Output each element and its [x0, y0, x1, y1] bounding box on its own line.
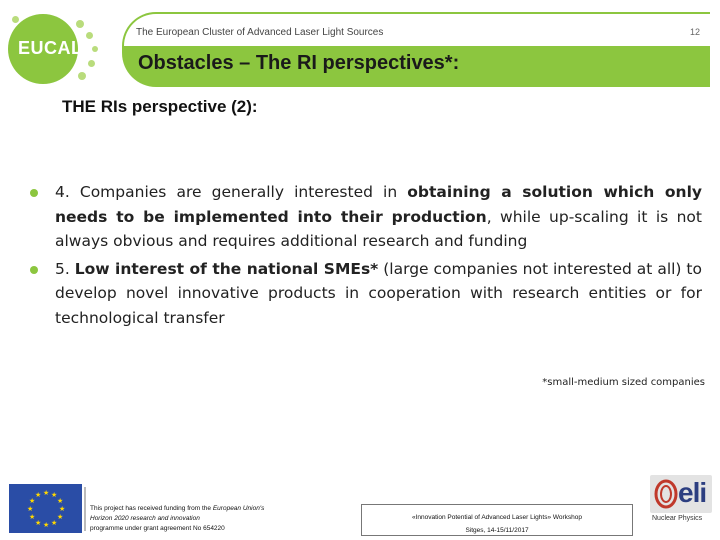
workshop-title: «Innovation Potential of Advanced Laser Lights» Workshop — [411, 514, 583, 521]
bullet-dot-icon — [30, 266, 38, 274]
bullet-text: 5. — [55, 259, 75, 278]
bullet-dot-icon — [30, 189, 38, 197]
star-icon: ★ — [35, 491, 42, 499]
workshop-place: Sitges, 14-15/11/2017 — [465, 527, 529, 534]
logo-text: EUCALL — [18, 38, 94, 58]
logo-dot — [88, 60, 95, 67]
star-icon: ★ — [35, 519, 42, 527]
funding-text: programme under grant agreement No 654220 — [90, 525, 225, 532]
star-icon: ★ — [27, 505, 34, 513]
eli-caption: Nuclear Physics — [652, 515, 703, 522]
star-icon: ★ — [51, 491, 58, 499]
star-icon: ★ — [29, 513, 36, 521]
bullet-text: (large companies not interested at all) to develop novel innovative products in cooperation with research entities or for technological transfer — [55, 259, 702, 327]
funding-text-italic: European Union's Horizon 2020 research and innovation — [90, 505, 265, 522]
eli-logo-text: eli — [678, 477, 707, 508]
star-icon: ★ — [57, 513, 64, 521]
logo-dot — [76, 20, 84, 28]
section-heading: THE RIs perspective (2): — [62, 97, 258, 116]
logo-dot — [78, 72, 86, 80]
star-icon: ★ — [29, 497, 36, 505]
star-icon: ★ — [51, 519, 58, 527]
eu-flag-icon — [9, 484, 82, 533]
workshop-box — [361, 504, 633, 536]
bullet-text: , while up-scaling it is not always obvious and requires additional research and funding — [55, 207, 702, 250]
header-subtitle: The European Cluster of Advanced Laser Light Sources — [136, 27, 384, 38]
page-number: 12 — [690, 27, 701, 37]
bullet-text: 4. Companies are generally interested in — [55, 183, 408, 201]
bullet-item — [30, 257, 702, 331]
funding-text: This project has received funding from the — [90, 505, 213, 512]
footnote: *small-medium sized companies — [542, 377, 705, 388]
funding-statement — [90, 504, 272, 534]
eli-emblem-icon — [654, 479, 678, 509]
star-icon: ★ — [57, 497, 64, 505]
footer-divider — [84, 487, 86, 531]
star-icon: ★ — [43, 521, 50, 529]
bullet-text-bold: Low interest of the national SMEs* — [74, 259, 379, 278]
eucall-logo — [8, 14, 104, 84]
bullet-item — [30, 180, 702, 254]
logo-dot — [12, 16, 19, 23]
bullet-list — [30, 180, 702, 333]
bullet-text-bold: obtaining a solution which only needs to be implemented into their production — [55, 183, 702, 226]
eli-np-logo — [650, 475, 712, 533]
star-icon: ★ — [43, 489, 50, 497]
star-icon: ★ — [59, 505, 66, 513]
slide-title: Obstacles – The RI perspectives*: — [138, 52, 460, 74]
